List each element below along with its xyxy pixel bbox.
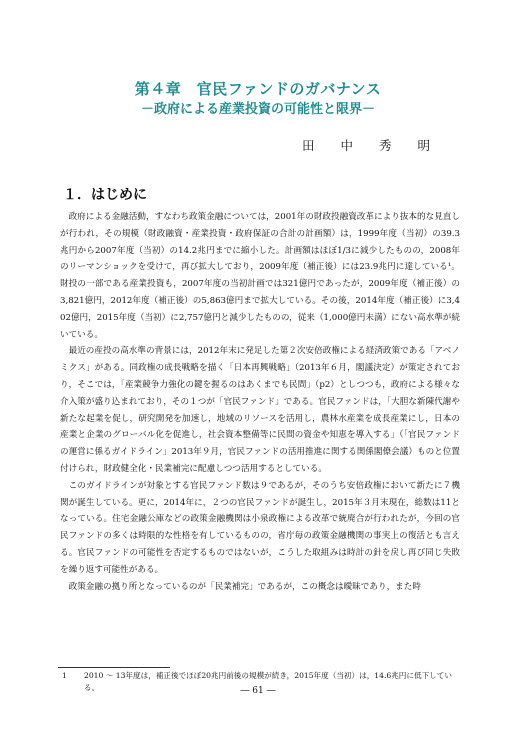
footnote-text: 2010 ～ 13年度は，補正後でほぼ20兆円前後の規模が続き，2015年度（当初）は，14.6兆円に低下している。: [84, 671, 452, 692]
paragraph: 政策金融の拠り所となっているのが「民業補完」であるが，この概念は曖昧であり，また時: [68, 581, 421, 592]
footnote-number: 1: [62, 671, 67, 680]
chapter-subtitle: －政府による産業投資の可能性と限界－: [140, 102, 375, 117]
footnote-divider: [58, 667, 170, 668]
body-text: [60, 209, 460, 595]
paragraph: このガイドラインが対象とする官民ファンド数は９であるが，そのうち安倍政権において新たに７機関が誕生している。更に，2014年に，２つの官民ファンドが誕生し，2015年３月末現在，総数は11となっている。住宅金融公庫などの政策金融機関は小泉政権による改革で統廃合が行われたが，今回の官民ファンドの多くは時限的な性格を有しているものの，省庁毎の政策金融機関の事実上の復活とも言える。官民ファンドの可能性を否定するものではないが，こうした取組みは時計の針を戻し再び同じ失敗を繰り返す可能性がある。: [60, 480, 460, 575]
section-heading: １．はじめに: [63, 187, 147, 203]
author-name: 田中秀明: [302, 138, 457, 153]
chapter-title: 第４章 官民ファンドのガバナンス: [134, 80, 382, 98]
page-number: ― 61 ―: [240, 686, 276, 696]
paragraph: 政府による金融活動，すなわち政策金融については，2001年の財政投融資改革により抜本的な見直しが行われ，その規模（財政融資・産業投資・政府保証の合計の計画額）は，1999年度（当初）の39.3兆円から2007年度（当初）の14.2兆円までに縮小した。計画額はほぼ1/3に減少したものの，2008年のリーマンショックを受けて，再び拡大しており，2009年度（補正後）には23.9兆円に達している¹。財投の一部である産業投資も，2007年度の当初計画では321億円であったが，2009年度（補正後）の3,821億円，2012年度（補正後）の5,863億円まで拡大している。その後，2014年度（補正後）に3,402億円，2015年度（当初）に2,757億円と減少したものの，従来（1,000億円未満）にない高水準が続いている。: [60, 212, 460, 340]
paragraph: 最近の産投の高水準の背景には，2012年末に発足した第２次安倍政権による経済政策である「アベノミクス」がある。同政権の成長戦略を描く「日本再興戦略」（2013年６月，閣議決定）が策定されており，そこでは，「産業競争力強化の鍵を握るのはあくまでも民間」（p2）としつつも，政府による様々な介入策が盛り込まれており，その１つが「官民ファンド」である。官民ファンドは，「大胆な新陳代謝や新たな起業を促し，研究開発を加速し，地域のリソースを活用し，農林水産業を成長産業にし，日本の産業と企業のグローバル化を促進し，社会資本整備等に民間の資金や知恵を導入する」（「官民ファンドの運営に係るガイドライン」2013年９月，官民ファンドの活用推進に関する関係閣僚会議）ものと位置付けられ，財政健全化・民業補完に配慮しつつ活用するとしている。: [60, 346, 460, 474]
